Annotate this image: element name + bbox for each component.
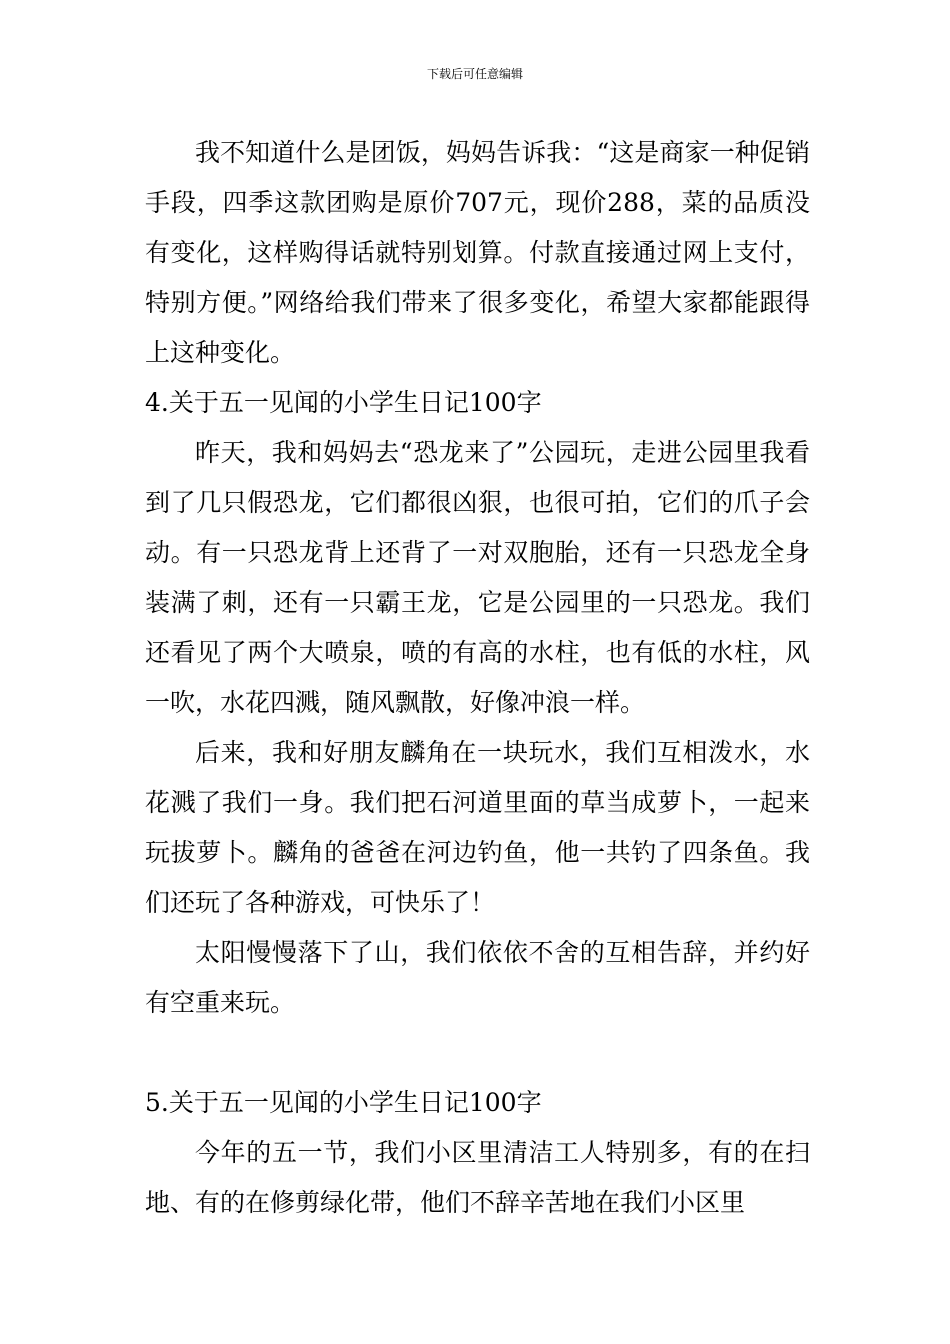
paragraph: 太阳慢慢落下了山，我们依依不舍的互相告辞，并约好有空重来玩。 bbox=[145, 938, 810, 1017]
paragraph: 我不知道什么是团饭，妈妈告诉我：“这是商家一种促销手段，四季这款团购是原价707元，现价288，菜的品质没有变化，这样购得话就特别划算。付款直接通过网上支付，特别方便。”网络给我们带来了很多变化，希望大家都能跟得上这种变化。 bbox=[145, 138, 810, 367]
section-heading: 5.关于五一见闻的小学生日记100字 bbox=[145, 1088, 542, 1117]
paragraph: 今年的五一节，我们小区里清洁工人特别多，有的在扫地、有的在修剪绿化带，他们不辞辛苦地在我们小区里 bbox=[145, 1138, 810, 1217]
paragraph: 后来，我和好朋友麟角在一块玩水，我们互相泼水，水花溅了我们一身。我们把石河道里面的草当成萝卜，一起来玩拔萝卜。麟角的爸爸在河边钓鱼，他一共钓了四条鱼。我们还玩了各种游戏，可快乐了！ bbox=[145, 738, 810, 917]
document-body bbox=[145, 128, 810, 1228]
paragraph: 昨天，我和妈妈去“恐龙来了”公园玩，走进公园里我看到了几只假恐龙，它们都很凶狠，也很可拍，它们的爪子会动。有一只恐龙背上还背了一对双胞胎，还有一只恐龙全身装满了刺，还有一只霸王龙，它是公园里的一只恐龙。我们还看见了两个大喷泉，喷的有高的水柱，也有低的水柱，风一吹，水花四溅，随风飘散，好像冲浪一样。 bbox=[145, 438, 810, 717]
section-heading: 4.关于五一见闻的小学生日记100字 bbox=[145, 388, 542, 417]
spacer bbox=[145, 1028, 810, 1078]
page-header: 下载后可任意编辑 bbox=[426, 67, 523, 81]
